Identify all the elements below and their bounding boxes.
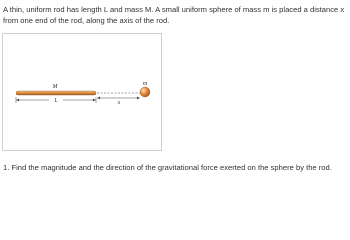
length-label: L [54,98,58,104]
length-arrowhead-right [93,99,96,102]
sphere-mass-label: m [142,81,148,87]
distance-label: x [117,100,121,106]
problem-statement: A thin, uniform rod has length L and mass M. A small uniform sphere of mass m is placed a distance x from one end of the rod, along the axis of the rod. [3,5,345,25]
figure-drawing [3,34,161,150]
rod-sphere-figure [2,33,162,151]
distance-arrowhead-left [97,97,100,100]
rod-mass-label: M [52,84,58,90]
distance-arrowhead-right [137,97,140,100]
rod [16,91,96,95]
length-arrowhead-left [16,99,19,102]
question-1: 1. Find the magnitude and the direction of the gravitational force exerted on the sphere by the rod. [3,163,332,172]
sphere [140,87,150,97]
